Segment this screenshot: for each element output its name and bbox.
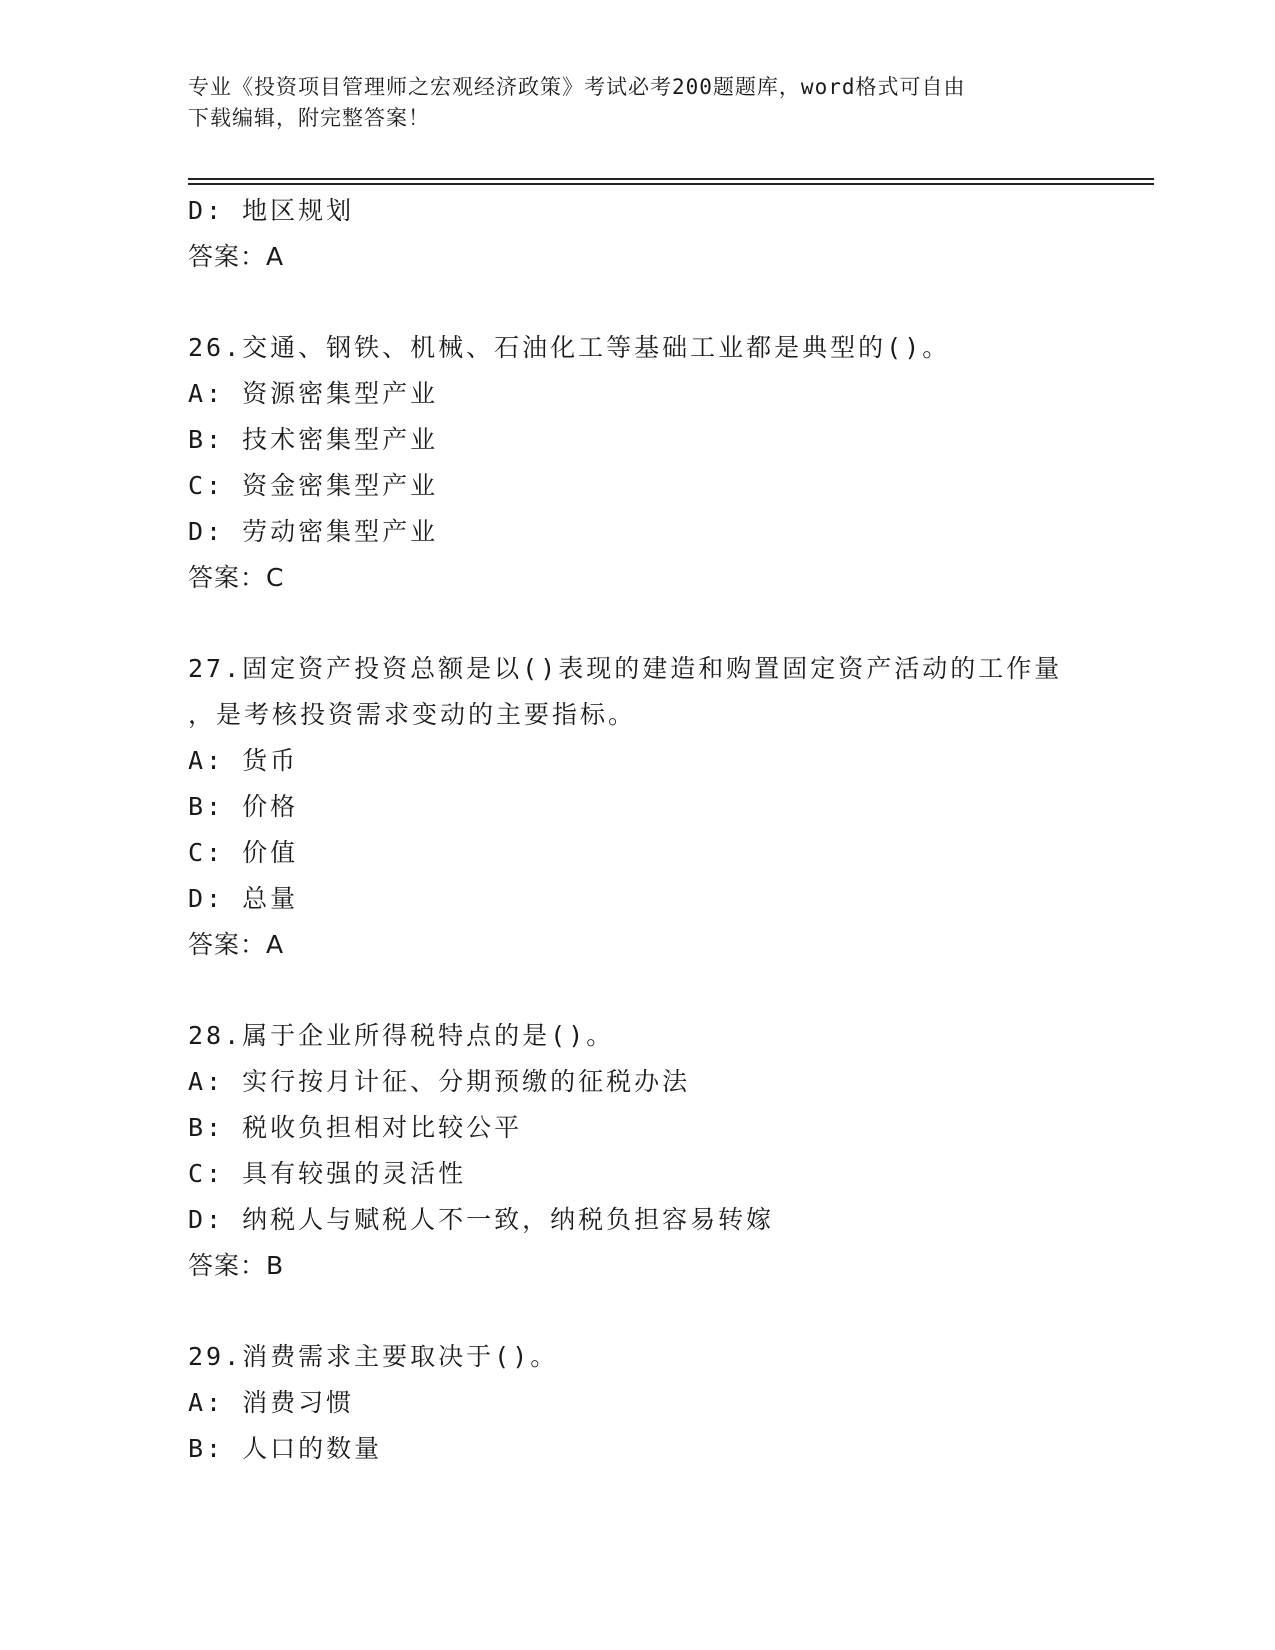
answer: 答案：A bbox=[188, 242, 285, 271]
option-d: D: 纳税人与赋税人不一致，纳税负担容易转嫁 bbox=[188, 1205, 775, 1234]
spacer bbox=[188, 601, 1138, 646]
spacer bbox=[188, 280, 1138, 325]
document-header bbox=[188, 72, 1068, 134]
question-stem: 26.交通、钢铁、机械、石油化工等基础工业都是典型的()。 bbox=[188, 333, 951, 362]
answer: 答案：B bbox=[188, 1251, 285, 1280]
header-line-2: 下载编辑，附完整答案！ bbox=[188, 106, 430, 130]
option-d: D: 总量 bbox=[188, 884, 299, 913]
option-b: B: 价格 bbox=[188, 792, 299, 821]
header-rule-bottom bbox=[188, 183, 1154, 185]
option-d: D: 劳动密集型产业 bbox=[188, 517, 439, 546]
question-stem-continued: ，是考核投资需求变动的主要指标。 bbox=[188, 700, 637, 729]
option-d: D: 地区规划 bbox=[188, 196, 355, 225]
header-line-1: 专业《投资项目管理师之宏观经济政策》考试必考200题题库，word格式可自由 bbox=[188, 75, 966, 99]
option-a: A: 货币 bbox=[188, 746, 299, 775]
question-28 bbox=[188, 1013, 1138, 1289]
option-c: C: 具有较强的灵活性 bbox=[188, 1159, 467, 1188]
option-a: A: 消费习惯 bbox=[188, 1388, 355, 1417]
option-b: B: 税收负担相对比较公平 bbox=[188, 1113, 523, 1142]
option-b: B: 技术密集型产业 bbox=[188, 425, 439, 454]
option-c: C: 价值 bbox=[188, 838, 299, 867]
question-stem: 28.属于企业所得税特点的是()。 bbox=[188, 1021, 615, 1050]
option-a: A: 资源密集型产业 bbox=[188, 379, 439, 408]
spacer bbox=[188, 1289, 1138, 1334]
spacer bbox=[188, 968, 1138, 1013]
question-29 bbox=[188, 1334, 1138, 1472]
option-b: B: 人口的数量 bbox=[188, 1434, 383, 1463]
question-26 bbox=[188, 325, 1138, 601]
question-stem: 29.消费需求主要取决于()。 bbox=[188, 1342, 559, 1371]
answer: 答案：C bbox=[188, 563, 285, 592]
question-27 bbox=[188, 646, 1138, 968]
header-rule-top bbox=[188, 178, 1154, 180]
answer: 答案：A bbox=[188, 930, 285, 959]
option-c: C: 资金密集型产业 bbox=[188, 471, 439, 500]
question-stem: 27.固定资产投资总额是以()表现的建造和购置固定资产活动的工作量 bbox=[188, 654, 1063, 683]
option-a: A: 实行按月计征、分期预缴的征税办法 bbox=[188, 1067, 691, 1096]
question-list bbox=[188, 188, 1138, 1472]
